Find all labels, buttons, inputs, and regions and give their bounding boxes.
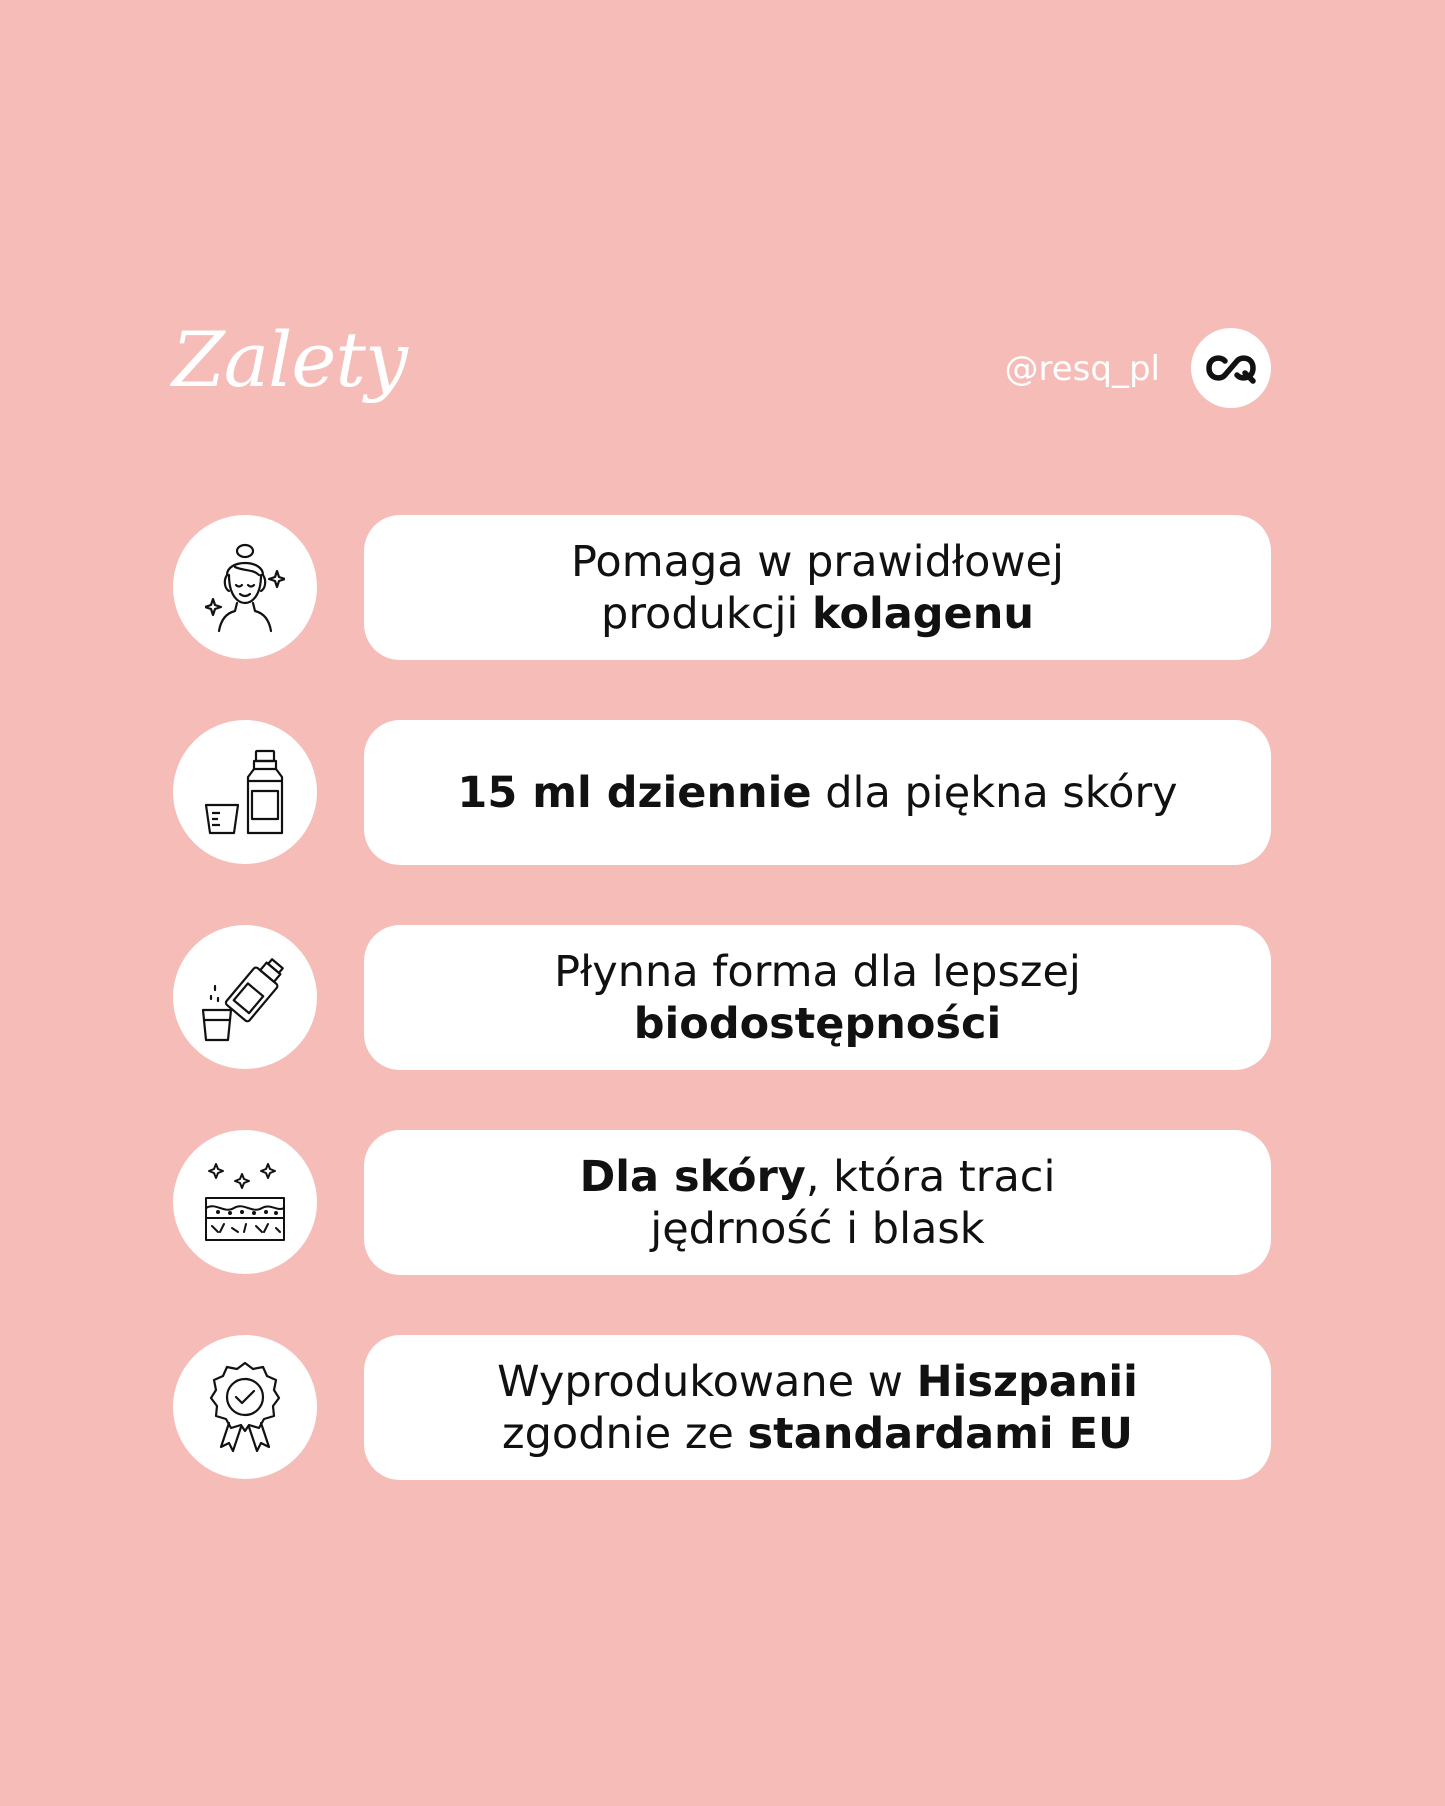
benefit-text-line-2 [497,1408,1138,1460]
benefit-text-regular: dla piękna skóry [811,767,1178,818]
benefit-icon-circle [173,925,317,1069]
skin-layers-sparkle-icon [202,1160,288,1244]
resq-logo-icon [1191,328,1271,408]
benefit-text-line-2 [571,588,1064,640]
benefit-icon-circle [173,1130,317,1274]
benefit-text-regular: Wyprodukowane w [497,1356,917,1407]
benefit-text-line-1 [457,767,1177,819]
benefit-text-line-1 [554,946,1081,998]
social-handle: @resq_pl [1004,349,1160,389]
benefit-card [364,1335,1271,1480]
page-title: Zalety [172,315,407,404]
benefit-text-regular: Płynna forma dla lepszej [554,946,1081,997]
benefit-text [457,767,1177,819]
benefit-text [554,946,1081,1050]
benefit-text-regular: Pomaga w prawidłowej [571,536,1064,587]
benefit-text [580,1151,1056,1255]
benefit-text-bold: kolagenu [812,588,1034,639]
benefit-icon-circle [173,720,317,864]
benefit-text-line-2 [580,1203,1056,1255]
face-sparkle-icon [205,541,285,633]
benefit-icon-circle [173,515,317,659]
benefit-text-bold: Dla skóry [579,1151,806,1202]
benefit-card [364,1130,1271,1275]
benefit-text-line-1 [571,536,1064,588]
benefit-text [571,536,1064,640]
benefit-card [364,925,1271,1070]
benefit-text-line-2 [554,998,1081,1050]
quality-badge-icon [209,1361,281,1453]
benefit-text-regular: produkcji [601,588,813,639]
benefit-text-bold: biodostępności [633,998,1002,1049]
benefit-text-regular: , która traci [805,1151,1056,1202]
benefit-text-line-1 [497,1356,1138,1408]
pour-liquid-icon [199,952,291,1042]
benefit-card [364,720,1271,865]
benefit-card [364,515,1271,660]
benefit-text-regular: zgodnie ze [502,1408,748,1459]
benefit-text [497,1356,1138,1460]
benefit-text-line-1 [580,1151,1056,1203]
benefit-text-regular: jędrność i blask [650,1203,985,1254]
benefit-text-bold: standardami EU [747,1408,1133,1459]
benefit-icon-circle [173,1335,317,1479]
bottle-cup-icon [202,747,288,837]
benefit-text-bold: Hiszpanii [916,1356,1138,1407]
benefit-text-bold: 15 ml dziennie [457,767,812,818]
